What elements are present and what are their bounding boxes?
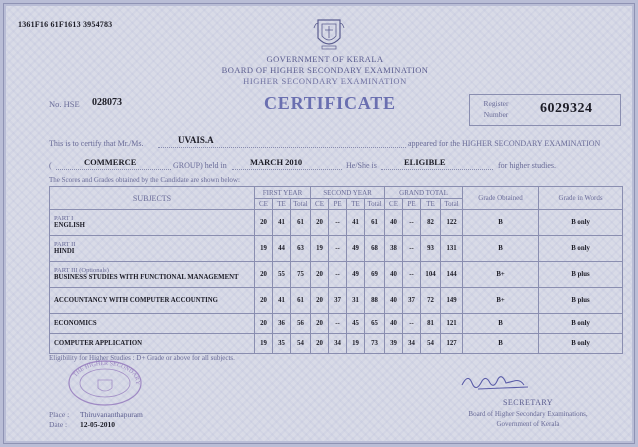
header-grade-words: Grade in Words (539, 187, 623, 210)
mark-cell-sy: 20 (311, 314, 329, 334)
table-row (50, 236, 623, 262)
register-label-line2: Number (483, 110, 509, 119)
mark-cell-fy: 55 (273, 262, 291, 288)
subheader-gt-0: CE (385, 199, 403, 210)
subject-cell (50, 334, 255, 354)
register-label-line1: Register (483, 99, 509, 108)
subject-name: BUSINESS STUDIES WITH FUNCTIONAL MANAGEMENT (54, 274, 239, 281)
mark-cell-gt: 40 (385, 210, 403, 236)
subheader-gt-1: PE (403, 199, 421, 210)
mark-cell-sy: 49 (347, 236, 365, 262)
date-value: 12-05-2010 (80, 420, 115, 429)
mark-cell-gt: 39 (385, 334, 403, 354)
mark-cell-sy: 19 (311, 236, 329, 262)
register-number-label (476, 98, 516, 120)
mark-cell-sy: 49 (347, 262, 365, 288)
part-label: PART I (54, 215, 74, 222)
hse-number-label: No. HSE (49, 99, 80, 109)
group-dotted-line (56, 169, 171, 170)
header-government: GOVERNMENT OF KERALA (266, 54, 384, 64)
place-value: Thiruvananthapuram (80, 410, 143, 419)
subheader-sy-0: CE (311, 199, 329, 210)
mark-cell-sy: 69 (365, 262, 385, 288)
mark-cell-gt: 149 (441, 288, 463, 314)
certificate-title: CERTIFICATE (264, 93, 396, 113)
marks-body (50, 210, 623, 354)
mark-cell-fy: 61 (291, 210, 311, 236)
subheader-fy-2: Total (291, 199, 311, 210)
serial-number: 1361F16 61F1613 3954783 (18, 20, 113, 29)
subject-cell (50, 262, 255, 288)
subheader-gt-2: TE (421, 199, 441, 210)
subheader-sy-3: Total (365, 199, 385, 210)
table-row (50, 262, 623, 288)
grade-cell: B (463, 314, 539, 334)
header-second-year: SECOND YEAR (311, 187, 385, 199)
header-subjects: SUBJECTS (50, 187, 255, 210)
subheader-sy-1: PE (329, 199, 347, 210)
mark-cell-fy: 20 (255, 262, 273, 288)
mark-cell-sy: 20 (311, 210, 329, 236)
grade-words-cell: B plus (539, 288, 623, 314)
subject-cell (50, 236, 255, 262)
mark-cell-gt: -- (403, 262, 421, 288)
mark-cell-sy: -- (329, 236, 347, 262)
subheader-fy-1: TE (273, 199, 291, 210)
appeared-text: appeared for the HIGHER SECONDARY EXAMINATION (408, 139, 601, 148)
mark-cell-sy: 88 (365, 288, 385, 314)
mark-cell-gt: 40 (385, 288, 403, 314)
subheader-gt-3: Total (441, 199, 463, 210)
subheader-sy-2: TE (347, 199, 365, 210)
hse-number-value: 028073 (92, 97, 122, 108)
mark-cell-sy: 61 (365, 210, 385, 236)
mark-cell-gt: 122 (441, 210, 463, 236)
subject-name: COMPUTER APPLICATION (54, 339, 143, 347)
mark-cell-fy: 61 (291, 288, 311, 314)
state-emblem-icon (312, 16, 346, 52)
mark-cell-fy: 35 (273, 334, 291, 354)
mark-cell-gt: -- (403, 236, 421, 262)
result-value: ELIGIBLE (404, 157, 446, 167)
mark-cell-gt: 104 (421, 262, 441, 288)
mark-cell-sy: 20 (311, 334, 329, 354)
header-grade-obtained: Grade Obtained (463, 187, 539, 210)
mark-cell-gt: 144 (441, 262, 463, 288)
part-label: PART III (Optionals) (54, 267, 109, 274)
subject-name: HINDI (54, 248, 75, 255)
mark-cell-fy: 75 (291, 262, 311, 288)
table-row (50, 314, 623, 334)
header-first-year: FIRST YEAR (255, 187, 311, 199)
mark-cell-gt: -- (403, 314, 421, 334)
eligibility-note: Eligibility for Higher Studies : D+ Grade or above for all subjects. (49, 354, 235, 362)
mark-cell-gt: 40 (385, 314, 403, 334)
mark-cell-fy: 41 (273, 288, 291, 314)
mark-cell-gt: 127 (441, 334, 463, 354)
header-grand-total: GRAND TOTAL (385, 187, 463, 199)
mark-cell-gt: 93 (421, 236, 441, 262)
mark-cell-sy: 65 (365, 314, 385, 334)
mark-cell-gt: 40 (385, 262, 403, 288)
mark-cell-fy: 19 (255, 236, 273, 262)
mark-cell-gt: 81 (421, 314, 441, 334)
mark-cell-sy: 45 (347, 314, 365, 334)
grade-words-cell: B only (539, 210, 623, 236)
mark-cell-sy: 68 (365, 236, 385, 262)
mark-cell-sy: -- (329, 262, 347, 288)
mark-cell-sy: 31 (347, 288, 365, 314)
subject-cell (50, 288, 255, 314)
mark-cell-fy: 63 (291, 236, 311, 262)
subject-cell (50, 314, 255, 334)
marks-table (49, 186, 623, 354)
mark-cell-gt: 72 (421, 288, 441, 314)
mark-cell-fy: 41 (273, 210, 291, 236)
place-label: Place : (49, 410, 70, 419)
scores-note: The Scores and Grades obtained by the Candidate are shown below: (49, 176, 240, 184)
mark-cell-gt: 37 (403, 288, 421, 314)
group-value: COMMERCE (84, 157, 137, 167)
mark-cell-sy: 41 (347, 210, 365, 236)
mark-cell-fy: 20 (255, 288, 273, 314)
register-number-value: 6029324 (540, 101, 593, 116)
mark-cell-fy: 20 (255, 314, 273, 334)
mark-cell-fy: 44 (273, 236, 291, 262)
grade-words-cell: B only (539, 314, 623, 334)
secretary-board: Board of Higher Secondary Examinations, (468, 410, 588, 418)
mark-cell-sy: -- (329, 314, 347, 334)
grade-words-cell: B only (539, 334, 623, 354)
mark-cell-fy: 20 (255, 210, 273, 236)
grade-cell: B+ (463, 262, 539, 288)
part-label: PART II (54, 241, 76, 248)
group-text: GROUP) held in (173, 161, 227, 170)
mark-cell-gt: 131 (441, 236, 463, 262)
secretary-signature (458, 369, 538, 393)
grade-cell: B (463, 210, 539, 236)
mark-cell-sy: -- (329, 210, 347, 236)
secretary-government: Government of Kerala (496, 420, 560, 428)
mark-cell-gt: 54 (421, 334, 441, 354)
board-seal-stamp (66, 358, 144, 408)
mark-cell-gt: 82 (421, 210, 441, 236)
table-row (50, 288, 623, 314)
header-examination: HIGHER SECONDARY EXAMINATION (243, 76, 407, 86)
candidate-name: UVAIS.A (178, 135, 214, 145)
header-board: BOARD OF HIGHER SECONDARY EXAMINATION (221, 65, 429, 75)
mark-cell-fy: 54 (291, 334, 311, 354)
secretary-title: SECRETARY (502, 398, 554, 407)
grade-cell: B+ (463, 288, 539, 314)
result-dotted-line (381, 169, 493, 170)
subject-cell (50, 210, 255, 236)
held-in-dotted-line (232, 169, 342, 170)
mark-cell-sy: 20 (311, 288, 329, 314)
seal-text: THE HIGHER SECONDARY (72, 360, 141, 386)
mark-cell-gt: 34 (403, 334, 421, 354)
he-she-is-text: He/She is (346, 161, 377, 170)
for-higher-studies-text: for higher studies. (498, 161, 556, 170)
mark-cell-sy: 19 (347, 334, 365, 354)
grade-words-cell: B only (539, 236, 623, 262)
subject-name: ENGLISH (54, 222, 85, 229)
mark-cell-sy: 34 (329, 334, 347, 354)
date-label: Date : (49, 420, 68, 429)
table-row (50, 210, 623, 236)
open-paren: ( (49, 161, 52, 170)
mark-cell-gt: -- (403, 210, 421, 236)
mark-cell-gt: 121 (441, 314, 463, 334)
mark-cell-sy: 20 (311, 262, 329, 288)
held-in-value: MARCH 2010 (250, 157, 303, 167)
mark-cell-fy: 56 (291, 314, 311, 334)
mark-cell-fy: 36 (273, 314, 291, 334)
certify-text: This is to certify that Mr./Ms. (49, 139, 144, 148)
grade-words-cell: B plus (539, 262, 623, 288)
grade-cell: B (463, 236, 539, 262)
mark-cell-sy: 73 (365, 334, 385, 354)
subject-name: ECONOMICS (54, 319, 97, 327)
grade-cell: B (463, 334, 539, 354)
mark-cell-fy: 19 (255, 334, 273, 354)
mark-cell-sy: 37 (329, 288, 347, 314)
subject-name: ACCOUNTANCY WITH COMPUTER ACCOUNTING (54, 296, 218, 304)
name-dotted-line (158, 147, 406, 148)
mark-cell-gt: 38 (385, 236, 403, 262)
table-row (50, 334, 623, 354)
subheader-fy-0: CE (255, 199, 273, 210)
